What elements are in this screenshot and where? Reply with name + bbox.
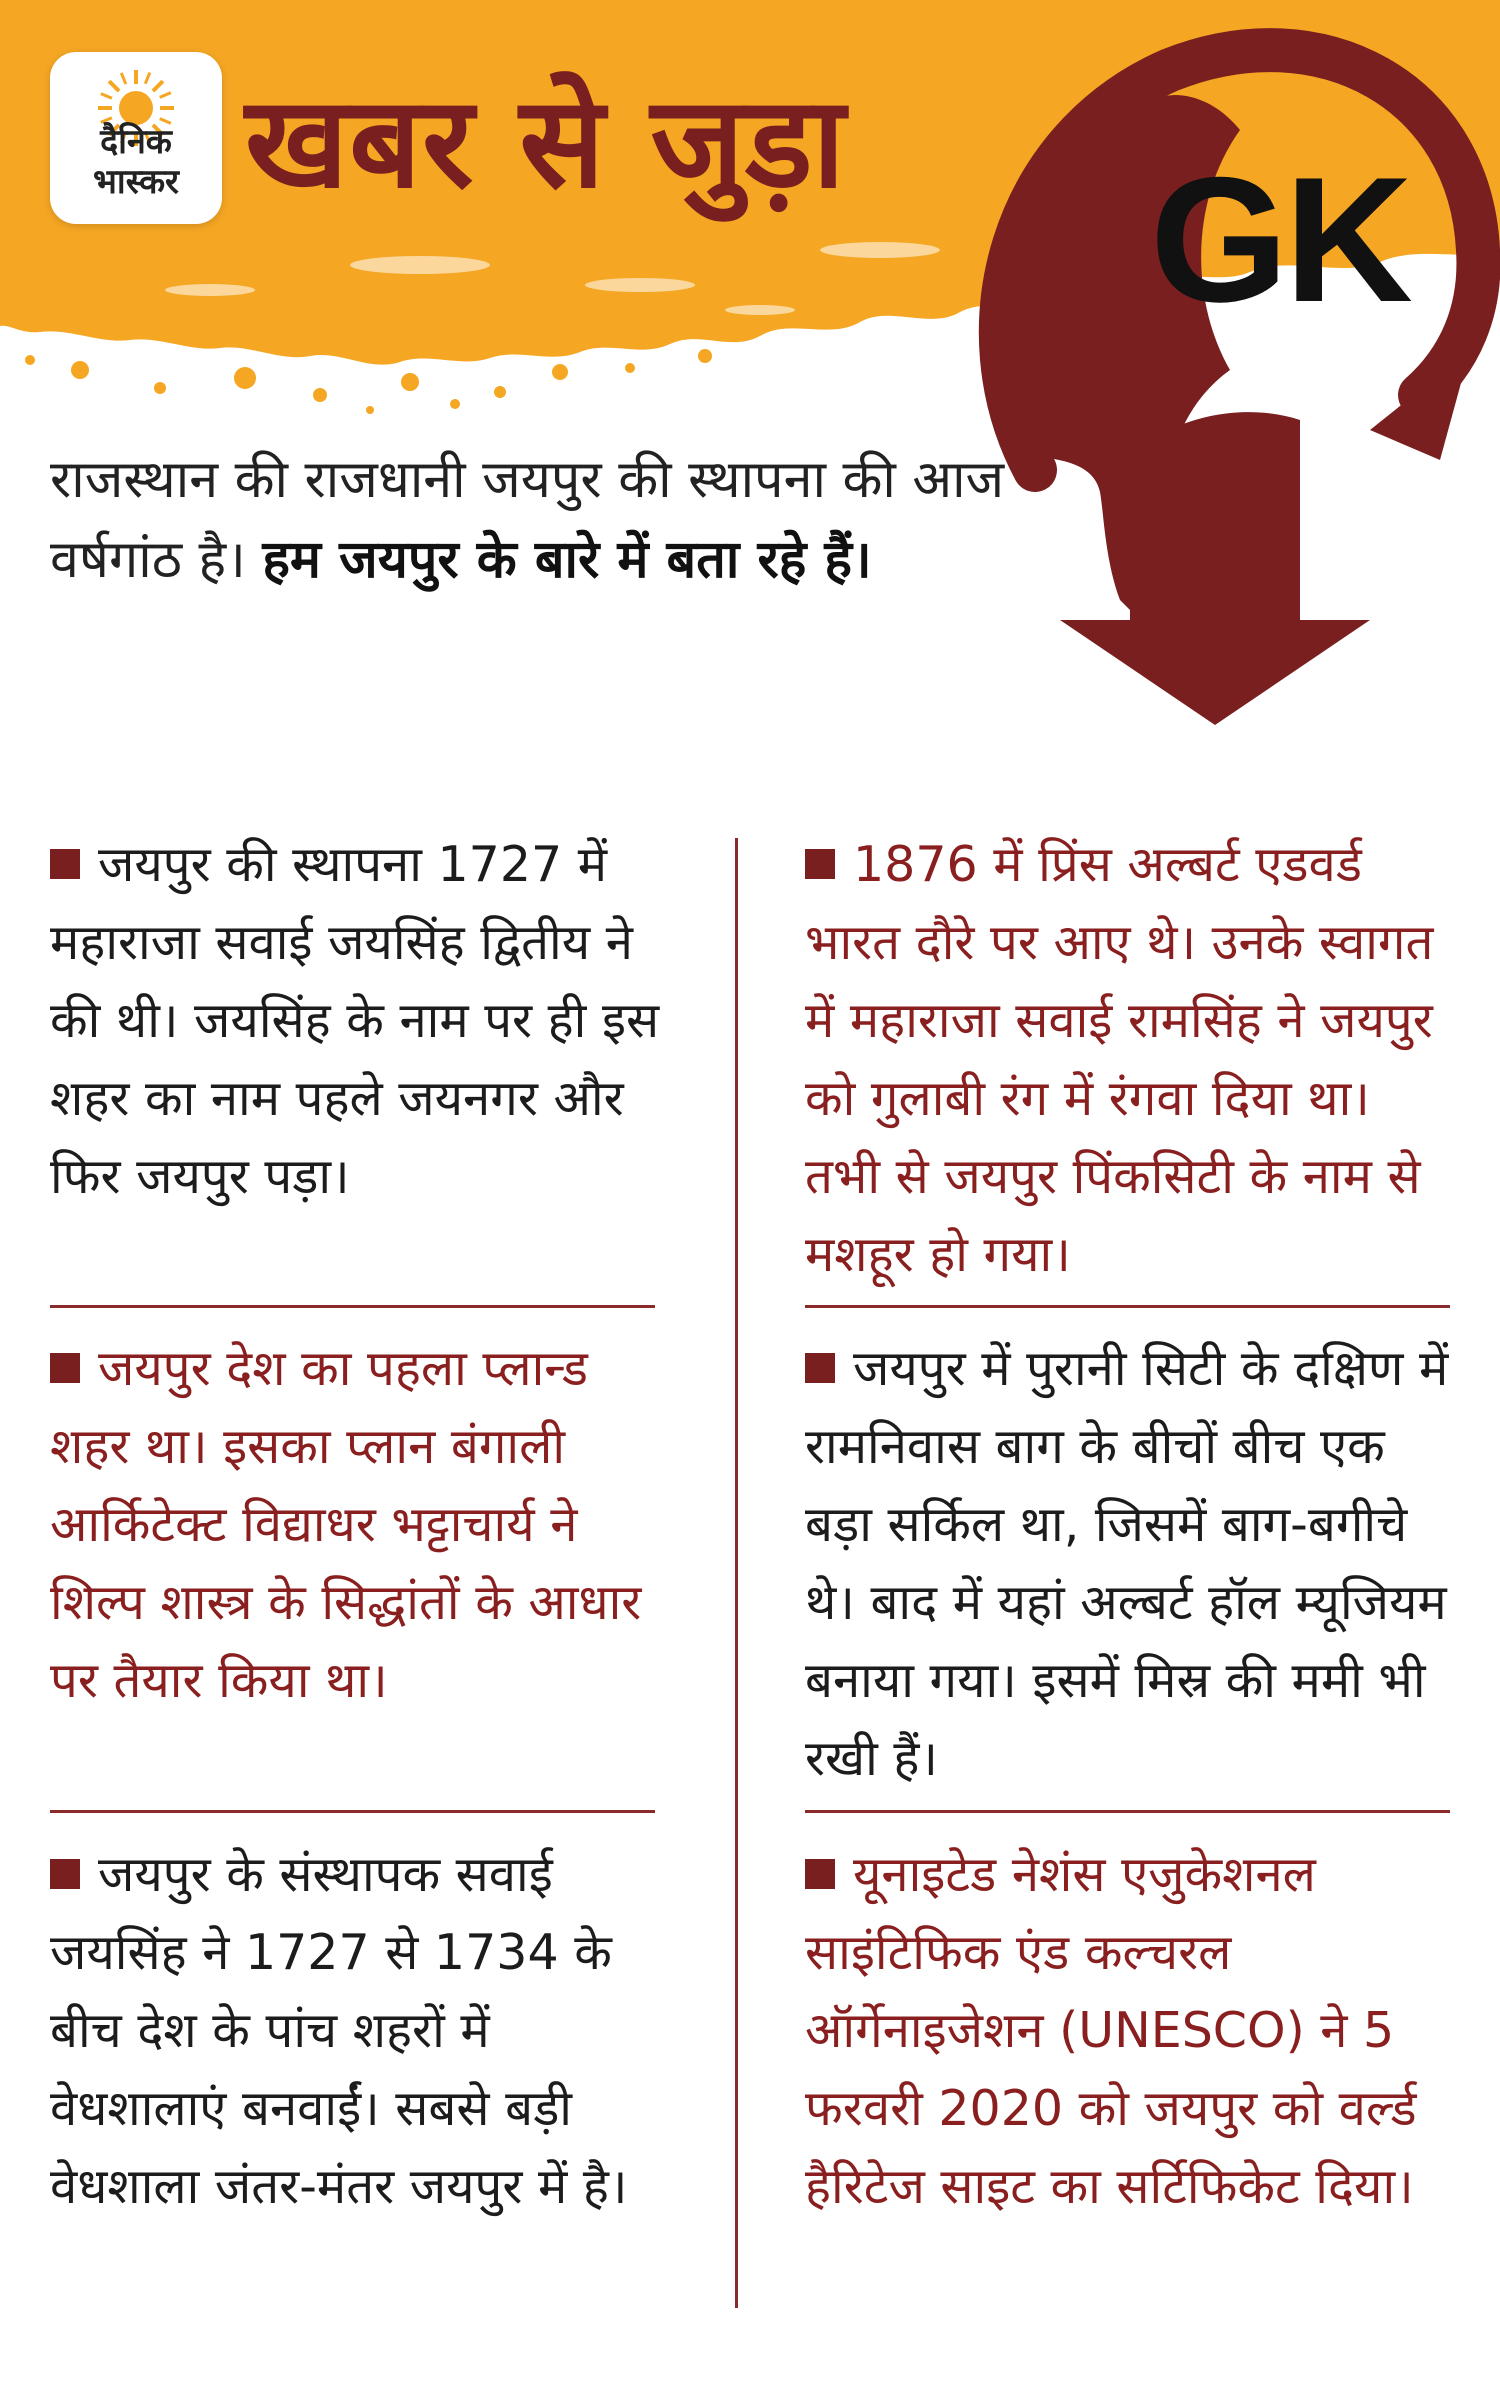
intro-bold-text: हम जयपुर के बारे में बता रहे हैं।: [262, 530, 872, 590]
brand-logo: [50, 52, 222, 224]
bullet-square-icon: [50, 1859, 80, 1889]
down-arrow-icon: [1060, 600, 1370, 725]
gk-badge: GK: [1150, 140, 1409, 339]
bullet-square-icon: [805, 1859, 835, 1889]
intro-text: राजस्थान की राजधानी जयपुर की स्थापना की आज वर्षगांठ है।: [50, 450, 1005, 590]
separator-left-1: [50, 1305, 655, 1308]
bullet-square-icon: [50, 849, 80, 879]
brand-name-line1: दैनिक: [100, 122, 172, 162]
fact-text: जयपुर की स्थापना 1727 में महाराजा सवाई जयसिंह द्वितीय ने की थी। जयसिंह के नाम पर ही इस शहर का नाम पहले जयनगर और फिर जयपुर पड़ा।: [50, 836, 660, 1205]
fact-right-1: [805, 826, 1460, 1294]
fact-left-1: [50, 826, 660, 1216]
column-divider: [735, 838, 738, 2308]
separator-left-2: [50, 1810, 655, 1813]
brand-name-line2: भास्कर: [93, 162, 179, 202]
fact-left-3: [50, 1836, 660, 2226]
bullet-square-icon: [805, 1353, 835, 1383]
fact-text: 1876 में प्रिंस अल्बर्ट एडवर्ड भारत दौरे पर आए थे। उनके स्वागत में महाराजा सवाई रामसिंह ने जयपुर को गुलाबी रंग में रंगवा दिया था। तभी से जयपुर पिंकसिटी के नाम से मशहूर हो गया।: [805, 836, 1434, 1283]
intro-paragraph: [50, 440, 1010, 600]
fact-right-3: [805, 1836, 1460, 2226]
separator-right-2: [805, 1810, 1450, 1813]
bullet-square-icon: [805, 849, 835, 879]
separator-right-1: [805, 1305, 1450, 1308]
fact-text: यूनाइटेड नेशंस एजुकेशनल साइंटिफिक एंड कल्चरल ऑर्गेनाइजेशन (UNESCO) ने 5 फरवरी 2020 को जयपुर को वर्ल्ड हैरिटेज साइट का सर्टिफिकेट दिया।: [805, 1846, 1417, 2215]
bullet-square-icon: [50, 1353, 80, 1383]
headline: खबर से जुड़ा: [245, 69, 846, 216]
fact-text: जयपुर के संस्थापक सवाई जयसिंह ने 1727 से 1734 के बीच देश के पांच शहरों में वेधशालाएं बनवाईं। सबसे बड़ी वेधशाला जंतर-मंतर जयपुर में है।: [50, 1846, 628, 2215]
fact-text: जयपुर देश का पहला प्लान्ड शहर था। इसका प्लान बंगाली आर्किटेक्ट विद्याधर भट्टाचार्य ने शिल्प शास्त्र के सिद्धांतों के आधार पर तैयार किया था।: [50, 1340, 642, 1709]
fact-text: जयपुर में पुरानी सिटी के दक्षिण में रामनिवास बाग के बीचों बीच एक बड़ा सर्किल था, जिसमें बाग-बगीचे थे। बाद में यहां अल्बर्ट हॉल म्यूजियम बनाया गया। इसमें मिस्र की ममी भी रखी हैं।: [805, 1340, 1449, 1787]
fact-left-2: [50, 1330, 660, 1720]
fact-right-2: [805, 1330, 1460, 1798]
